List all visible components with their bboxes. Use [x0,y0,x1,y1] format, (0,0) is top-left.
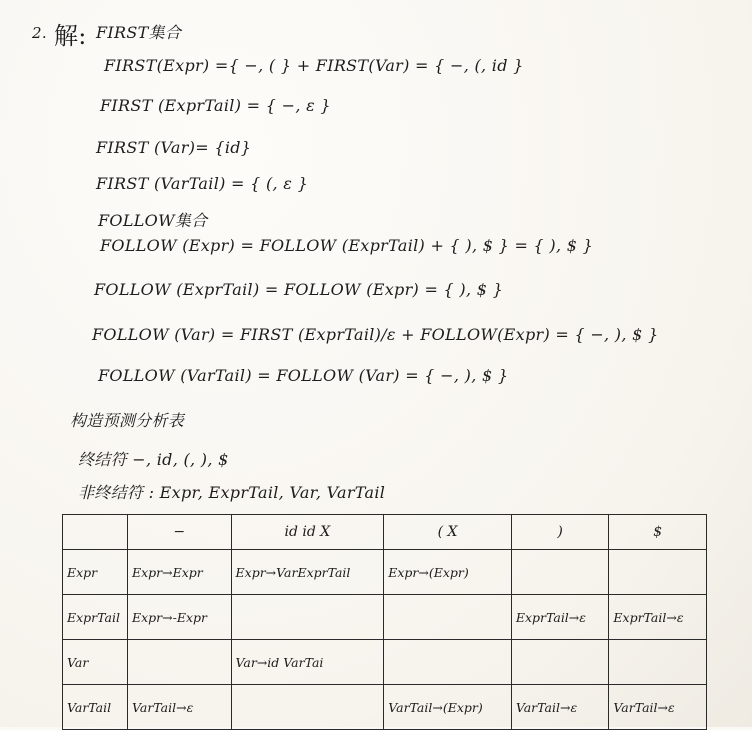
row-nonterminal: VarTail [63,685,128,730]
table-header-cell: id id X [231,515,384,550]
predictive-parse-table [62,514,707,730]
table-cell [609,550,707,595]
nonterminals-line: 非终结符 : Expr, ExprTail, Var, VarTail [78,483,386,502]
table-cell: VarTail→(Expr) [384,685,512,730]
table-cell: Expr→-Expr [128,595,232,640]
table-cell [231,595,384,640]
follow-exprtail-line: FOLLOW (ExprTail) = FOLLOW (Expr) = { ), $ } [94,280,504,299]
table-header-cell: ) [511,515,609,550]
table-row [63,640,707,685]
terminals-line: 终结符 −, id, (, ), $ [78,450,229,469]
table-header-row [63,515,707,550]
table-cell [384,595,512,640]
solution-heading: 解: [54,22,87,50]
table-row [63,685,707,730]
row-nonterminal: Expr [63,550,128,595]
table-cell: VarTail→ε [511,685,609,730]
first-expr-line: FIRST(Expr) ={ −, ( } + FIRST(Var) = { −, (, id } [104,56,524,75]
table-cell: VarTail→ε [609,685,707,730]
row-nonterminal: Var [63,640,128,685]
table-cell [609,640,707,685]
table-cell [511,640,609,685]
table-row [63,595,707,640]
follow-var-line: FOLLOW (Var) = FIRST (ExprTail)/ε + FOLLOW(Expr) = { −, ), $ } [92,325,659,344]
table-header-cell [63,515,128,550]
table-cell: Expr→(Expr) [384,550,512,595]
table-cell [128,640,232,685]
problem-number: 2. [32,24,47,42]
table-cell: ExprTail→ε [609,595,707,640]
table-cell: ExprTail→ε [511,595,609,640]
first-var-line: FIRST (Var)= {id} [96,138,252,157]
first-set-title: FIRST集合 [96,23,182,42]
first-exprtail-line: FIRST (ExprTail) = { −, ε } [100,96,331,115]
table-header-cell: $ [609,515,707,550]
table-cell: Expr→VarExprTail [231,550,384,595]
table-row [63,550,707,595]
table-cell [511,550,609,595]
table-cell [384,640,512,685]
table-cell: VarTail→ε [128,685,232,730]
row-nonterminal: ExprTail [63,595,128,640]
table-header-cell: − [128,515,232,550]
table-cell [231,685,384,730]
table-cell: Expr→Expr [128,550,232,595]
table-header-cell: ( X [384,515,512,550]
follow-expr-line: FOLLOW (Expr) = FOLLOW (ExprTail) + { ), $ } = { ), $ } [100,236,594,255]
first-vartail-line: FIRST (VarTail) = { (, ε } [96,174,309,193]
follow-set-title: FOLLOW集合 [98,211,208,230]
follow-vartail-line: FOLLOW (VarTail) = FOLLOW (Var) = { −, ), $ } [98,366,509,385]
table-cell: Var→id VarTai [231,640,384,685]
construct-table-title: 构造预测分析表 [70,411,185,430]
